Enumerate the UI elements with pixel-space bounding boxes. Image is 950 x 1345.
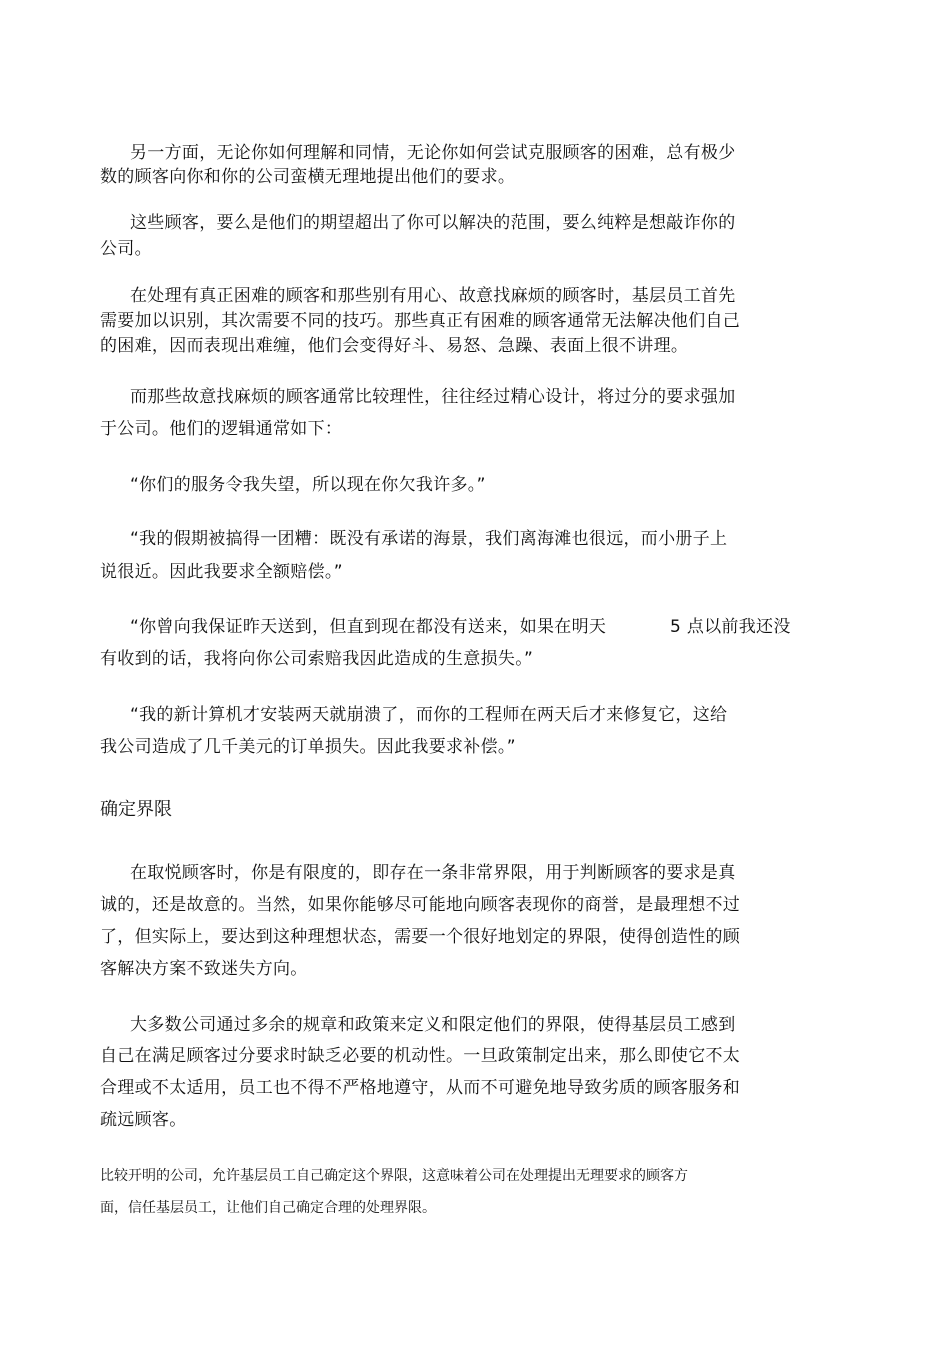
s1-line-3: 了，但实际上，要达到这种理想状态，需要一个很好地划定的界限，使得创造性的顾 [100,927,741,947]
quote-2-line-2: 说很近。因此我要求全额赔偿。” [100,562,343,582]
p2-line-2: 公司。 [100,239,152,259]
p1-line-1: 另一方面，无论你如何理解和同情，无论你如何尝试克服顾客的困难，总有极少 [130,143,736,163]
quote-3-line-2: 有收到的话，我将向你公司索赔我因此造成的生意损失。” [100,649,534,669]
quote-4-line-1: “我的新计算机才安装两天就崩溃了，而你的工程师在两天后才来修复它，这给 [130,705,728,725]
s2-line-1: 大多数公司通过多余的规章和政策来定义和限定他们的界限，使得基层员工感到 [130,1015,736,1035]
quote-3-line-1-tail: 5 点以前我还没 [670,617,791,637]
s1-line-4: 客解决方案不致迷失方向。 [100,959,308,979]
s1-line-2: 诚的，还是故意的。当然，如果你能够尽可能地向顾客表现你的商誉，是最理想不过 [100,895,741,915]
quote-1-line-1: “你们的服务令我失望，所以现在你欠我许多。” [130,475,486,495]
p3-line-3: 的困难，因而表现出难缠，他们会变得好斗、易怒、急躁、表面上很不讲理。 [100,336,689,356]
s2-line-2: 自己在满足顾客过分要求时缺乏必要的机动性。一旦政策制定出来，那么即使它不太 [100,1046,741,1066]
footer-line-2: 面，信任基层员工，让他们自己确定合理的处理界限。 [100,1200,436,1216]
p3-line-1: 在处理有真正困难的顾客和那些别有用心、故意找麻烦的顾客时，基层员工首先 [130,286,736,306]
p2-line-1: 这些顾客，要么是他们的期望超出了你可以解决的范围，要么纯粹是想敲诈你的 [130,213,736,233]
p4-line-2: 于公司。他们的逻辑通常如下： [100,419,343,439]
s1-line-1: 在取悦顾客时，你是有限度的，即存在一条非常界限，用于判断顾客的要求是真 [130,863,736,883]
p4-line-1: 而那些故意找麻烦的顾客通常比较理性，往往经过精心设计，将过分的要求强加 [130,387,736,407]
p1-line-2: 数的顾客向你和你的公司蛮横无理地提出他们的要求。 [100,167,516,187]
quote-3-line-1: “你曾向我保证昨天送到，但直到现在都没有送来，如果在明天 [130,617,607,637]
p3-line-2: 需要加以识别，其次需要不同的技巧。那些真正有困难的顾客通常无法解决他们自己 [100,311,741,331]
s2-line-3: 合理或不太适用，员工也不得不严格地遵守，从而不可避免地导致劣质的顾客服务和 [100,1078,741,1098]
quote-2-line-1: “我的假期被搞得一团糟：既没有承诺的海景，我们离海滩也很远，而小册子上 [130,529,728,549]
s2-line-4: 疏远顾客。 [100,1110,187,1130]
footer-line-1: 比较开明的公司，允许基层员工自己确定这个界限，这意味着公司在处理提出无理要求的顾客方 [100,1168,688,1184]
quote-4-line-2: 我公司造成了几千美元的订单损失。因此我要求补偿。” [100,737,516,757]
section-heading: 确定界限 [100,799,172,820]
